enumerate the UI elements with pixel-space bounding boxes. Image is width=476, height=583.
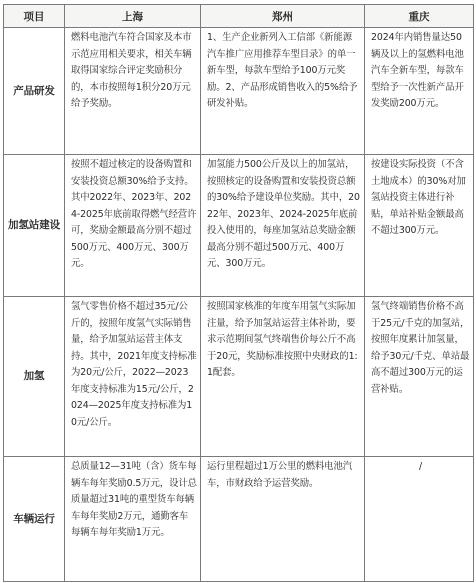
chongqing-cell: 按建设实际投资（不含土地成本）的30%对加氢站投资主体进行补贴，单站补贴金额最高不超过300万元。 (365, 155, 474, 297)
shanghai-cell: 燃料电池汽车符合国家及本市示范应用相关要求，相关车辆取得国家综合评定奖励积分的，本市按照每1积分20万元给予奖励。 (65, 28, 201, 155)
table-row-station-construction (4, 155, 474, 297)
zhengzhou-cell: 按照国家核准的年度车用氢气实际加注量，给予加氢站运营主体补助，要求示范期间氢气终端售价每公斤不高于20元，奖励标准按照中央财政的1:1配套。 (201, 297, 365, 457)
category-cell: 加氢 (4, 297, 65, 457)
shanghai-cell: 按照不超过核定的设备购置和安装投资总额30%给予支持。其中2022年、2023年、2024-2025年底前取得燃气经营许可，奖励金额最高分别不超过500万元、400万元、300万元。 (65, 155, 201, 297)
header-chongqing: 重庆 (365, 5, 474, 28)
chongqing-cell: / (365, 457, 474, 582)
category-cell: 车辆运行 (4, 457, 65, 582)
table-row-refueling (4, 297, 474, 457)
shanghai-cell: 氢气零售价格不超过35元/公斤的，按照年度氢气实际销售量，给予加氢站运营主体支持。其中，2021年度支持标准为20元/公斤，2022—2023年度支持标准为15元/公斤，2024—2025年度支持标准为10元/公斤。 (65, 297, 201, 457)
category-cell: 加氢站建设 (4, 155, 65, 297)
zhengzhou-cell: 运行里程超过1万公里的燃料电池汽车，市财政给予运营奖励。 (201, 457, 365, 582)
header-shanghai: 上海 (65, 5, 201, 28)
header-row (4, 5, 474, 28)
header-item: 项目 (4, 5, 65, 28)
chongqing-cell: 2024年内销售量达50辆及以上的氢燃料电池汽车全新车型，每款车型给予一次性新产品开发奖励200万元。 (365, 28, 474, 155)
zhengzhou-cell: 1、生产企业新列入工信部《新能源汽车推广应用推荐车型目录》的单一新车型，每款车型给予100万元奖励。2、产品形成销售收入的5%给予研发补贴。 (201, 28, 365, 155)
zhengzhou-cell: 加氢能力500公斤及以上的加氢站，按照核定的设备购置和安装投资总额的30%给予建设单位奖励。其中，2022年、2023年、2024-2025年底前投入使用的，每座加氢站总奖励金额最高分别不超过500万元、400万元、300万元。 (201, 155, 365, 297)
category-cell: 产品研发 (4, 28, 65, 155)
chongqing-cell: 氢气终端销售价格不高于25元/千克的加氢站，按照年度累计加氢量，给予30元/千克、单站最高不超过300万元的运营补贴。 (365, 297, 474, 457)
table-row-product-rnd (4, 28, 474, 155)
shanghai-cell: 总质量12—31吨（含）货车每辆车每年奖励0.5万元，设计总质量超过31吨的重型货车每辆车每年奖励2万元，通勤客车每辆车每年奖励1万元。 (65, 457, 201, 582)
header-zhengzhou: 郑州 (201, 5, 365, 28)
table-row-vehicle-operation (4, 457, 474, 582)
policy-comparison-table (3, 4, 474, 582)
